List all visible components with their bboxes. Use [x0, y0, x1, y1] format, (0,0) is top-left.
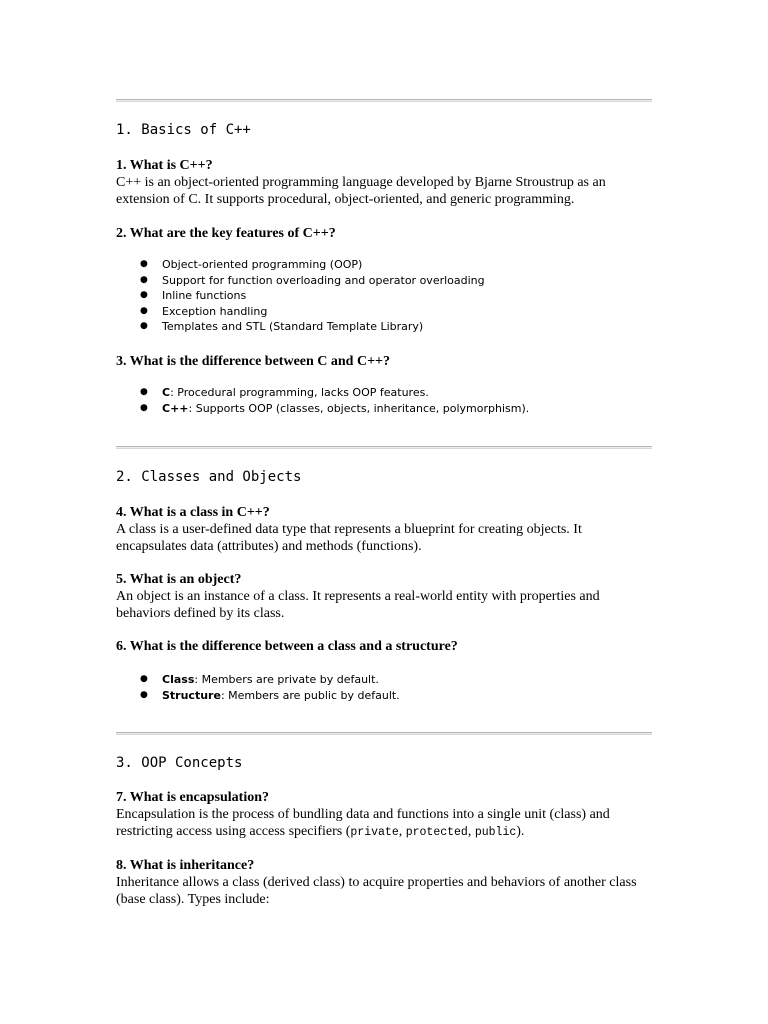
answer-text: A class is a user-defined data type that represents a blueprint for creating objects. It encapsulates data (attributes) and methods (functions).	[116, 522, 582, 554]
section-divider	[116, 732, 652, 735]
question-title: 5. What is an object?	[116, 572, 242, 587]
bullet-list	[116, 672, 652, 703]
section-divider	[116, 446, 652, 449]
bullet-icon: ●	[140, 321, 148, 331]
section-title: 1. Basics of C++	[116, 122, 251, 138]
question-title: 6. What is the difference between a class and a structure?	[116, 639, 458, 654]
bullet-list	[116, 385, 652, 416]
list-item: ● Structure: Members are public by default.	[140, 688, 400, 702]
question-block	[116, 857, 652, 908]
bullet-icon: ●	[140, 689, 148, 700]
question-title: 1. What is C++?	[116, 158, 213, 173]
question-block	[116, 353, 652, 370]
code-public: public	[474, 826, 517, 839]
question-title: 4. What is a class in C++?	[116, 505, 270, 520]
bullet-icon: ●	[140, 674, 148, 684]
question-block	[116, 225, 652, 242]
list-item: ● Support for function overloading and operator overloading	[140, 273, 485, 287]
list-item: ● Class: Members are private by default.	[140, 673, 379, 686]
bullet-list	[116, 257, 652, 335]
bullet-icon: ●	[140, 305, 148, 316]
answer-text: C++ is an object-oriented programming language developed by Bjarne Stroustrup as an extension of C. It supports procedural, object-oriented, and generic programming.	[116, 175, 606, 207]
question-block	[116, 571, 652, 622]
list-item: ● Templates and STL (Standard Template Library)	[140, 320, 424, 333]
section-title: 2. Classes and Objects	[116, 469, 302, 485]
list-item: ● Exception handling	[140, 304, 268, 318]
question-block	[116, 157, 652, 208]
list-item: ● C: Procedural programming, lacks OOP features.	[140, 386, 429, 399]
answer-text: An object is an instance of a class. It represents a real-world entity with properties and behaviors defined by its class.	[116, 589, 600, 621]
section-title: 3. OOP Concepts	[116, 755, 243, 771]
bullet-icon: ●	[140, 259, 148, 269]
bullet-icon: ●	[140, 387, 148, 397]
bullet-icon: ●	[140, 402, 148, 413]
list-item: ● Inline functions	[140, 289, 247, 302]
question-title: 8. What is inheritance?	[116, 858, 255, 873]
code-private: private	[350, 826, 399, 839]
question-title: 3. What is the difference between C and C++?	[116, 354, 391, 369]
question-block	[116, 789, 652, 841]
question-title: 2. What are the key features of C++?	[116, 226, 336, 241]
bullet-icon: ●	[140, 274, 148, 285]
answer-text: Encapsulation is the process of bundling data and functions into a single unit (class) and restricting access using access specifiers (private, protected, public).	[116, 807, 610, 839]
list-item: ● C++: Supports OOP (classes, objects, inheritance, polymorphism).	[140, 401, 530, 415]
section-divider	[116, 99, 652, 102]
question-block	[116, 638, 652, 655]
answer-text: Inheritance allows a class (derived class) to acquire properties and behaviors of another class (base class). Types include:	[116, 875, 637, 907]
code-protected: protected	[405, 826, 468, 839]
question-block	[116, 504, 652, 555]
bullet-icon: ●	[140, 290, 148, 300]
list-item: ● Object-oriented programming (OOP)	[140, 258, 363, 271]
question-title: 7. What is encapsulation?	[116, 790, 269, 805]
